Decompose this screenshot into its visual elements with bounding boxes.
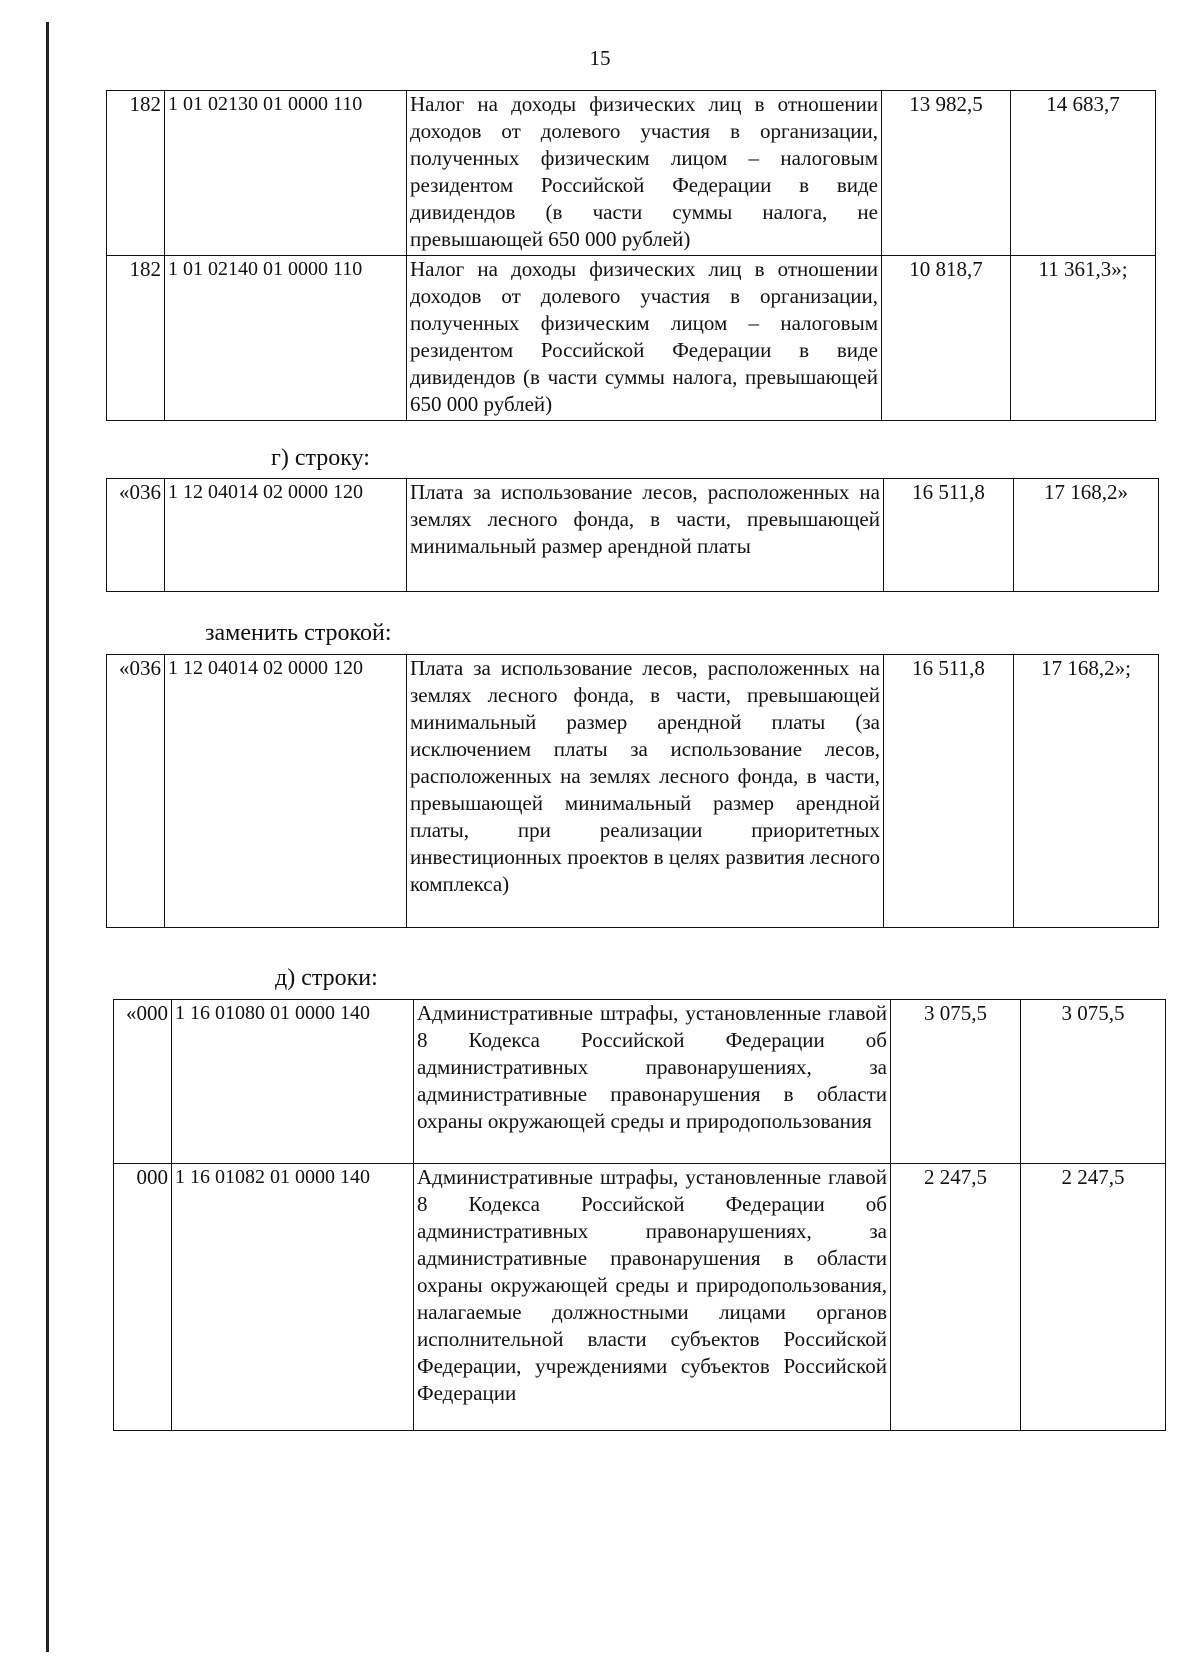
income-code: 182 (107, 91, 165, 256)
income-code: «036 (107, 479, 165, 592)
binding-line (46, 22, 49, 1652)
income-name: Административные штрафы, установленные главой 8 Кодекса Российской Федерации об административных правонарушениях, за административные правонарушения в области охраны окружающей среды и природопользования, налагаемые должностными лицами органов исполнительной власти субъектов Российской Федерации, учреждениями субъектов Российской Федерации (414, 1164, 891, 1431)
income-code: «000 (114, 1000, 172, 1164)
section-label-g: г) строку: (271, 445, 370, 471)
table-row (107, 479, 1159, 592)
table-row (107, 91, 1156, 256)
table-continued (106, 90, 1156, 421)
income-code: 000 (114, 1164, 172, 1431)
amount-year-2: 17 168,2» (1014, 479, 1159, 592)
amount-year-2: 14 683,7 (1011, 91, 1156, 256)
amount-year-1: 2 247,5 (891, 1164, 1021, 1431)
budget-classification-code: 1 01 02140 01 0000 110 (165, 256, 407, 421)
amount-year-2: 11 361,3»; (1011, 256, 1156, 421)
amount-year-1: 16 511,8 (884, 479, 1014, 592)
table-row (114, 1000, 1166, 1164)
income-name: Административные штрафы, установленные главой 8 Кодекса Российской Федерации об административных правонарушениях, за административные правонарушения в области охраны окружающей среды и природопользования (414, 1000, 891, 1164)
income-name: Налог на доходы физических лиц в отношении доходов от долевого участия в организации, полученных физическим лицом – налоговым резидентом Российской Федерации в виде дивидендов (в части суммы налога, не превышающей 650 000 рублей) (407, 91, 882, 256)
amount-year-1: 10 818,7 (882, 256, 1011, 421)
income-code: «036 (107, 655, 165, 928)
amount-year-1: 13 982,5 (882, 91, 1011, 256)
table-row (114, 1164, 1166, 1431)
section-label-d: д) строки: (275, 965, 378, 991)
budget-classification-code: 1 12 04014 02 0000 120 (165, 655, 407, 928)
income-name: Плата за использование лесов, расположенных на землях лесного фонда, в части, превышающей минимальный размер арендной платы (за исключением платы за использование лесов, расположенных на землях лесного фонда, в части, превышающей минимальный размер арендной платы, при реализации приоритетных инвестиционных проектов в целях развития лесного комплекса) (407, 655, 884, 928)
budget-classification-code: 1 12 04014 02 0000 120 (165, 479, 407, 592)
budget-classification-code: 1 16 01080 01 0000 140 (172, 1000, 414, 1164)
table-row (107, 655, 1159, 928)
budget-classification-code: 1 01 02130 01 0000 110 (165, 91, 407, 256)
table-replace-line (106, 478, 1159, 592)
amount-year-1: 3 075,5 (891, 1000, 1021, 1164)
amount-year-2: 2 247,5 (1021, 1164, 1166, 1431)
table-row (107, 256, 1156, 421)
section-label-replace-with: заменить строкой: (205, 620, 392, 646)
amount-year-1: 16 511,8 (884, 655, 1014, 928)
budget-classification-code: 1 16 01082 01 0000 140 (172, 1164, 414, 1431)
income-code: 182 (107, 256, 165, 421)
page-number: 15 (589, 46, 611, 70)
amount-year-2: 17 168,2»; (1014, 655, 1159, 928)
table-replacement-line (106, 654, 1159, 928)
amount-year-2: 3 075,5 (1021, 1000, 1166, 1164)
table-lines-d (113, 999, 1166, 1431)
income-name: Налог на доходы физических лиц в отношении доходов от долевого участия в организации, полученных физическим лицом – налоговым резидентом Российской Федерации в виде дивидендов (в части суммы налога, превышающей 650 000 рублей) (407, 256, 882, 421)
income-name: Плата за использование лесов, расположенных на землях лесного фонда, в части, превышающей минимальный размер арендной платы (407, 479, 884, 592)
